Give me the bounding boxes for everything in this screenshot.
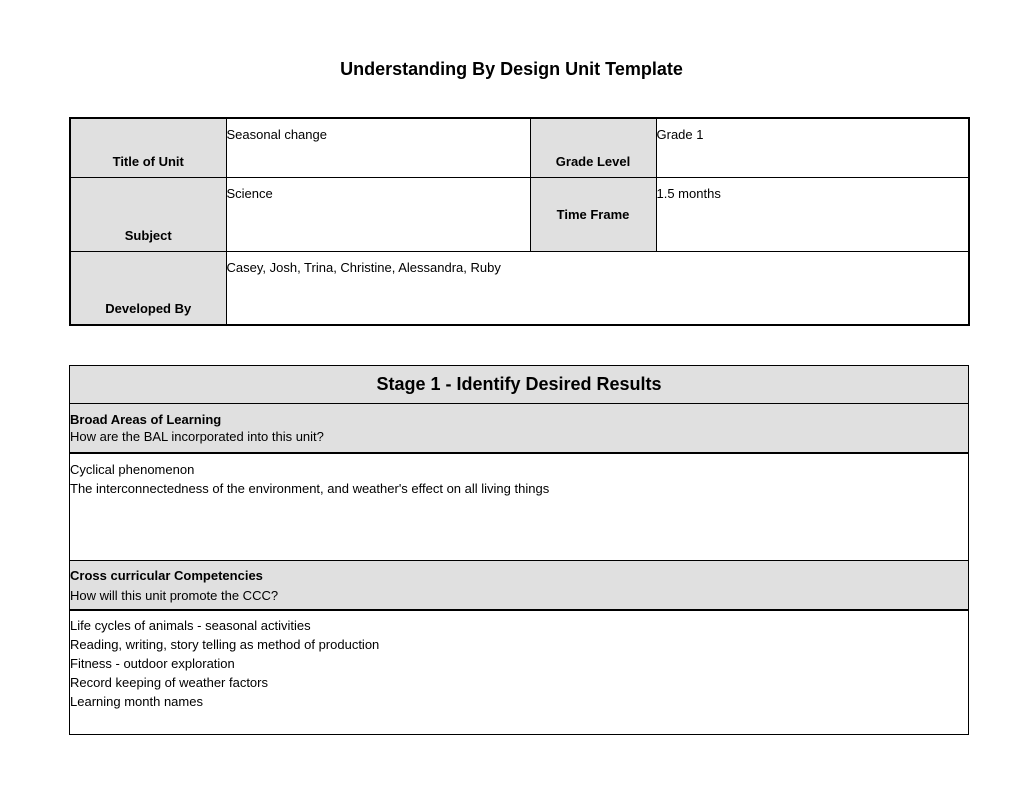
ccc-line: Learning month names <box>70 693 203 709</box>
ccc-line: Reading, writing, story telling as method of production <box>70 636 380 652</box>
document-title: Understanding By Design Unit Template <box>340 59 683 79</box>
title-of-unit-label: Title of Unit <box>70 118 226 177</box>
bal-title: Broad Areas of Learning <box>70 412 222 427</box>
bal-response <box>70 453 969 560</box>
developed-by-label: Developed By <box>70 251 226 325</box>
unit-info-row-subject <box>70 177 969 251</box>
time-frame-value: 1.5 months <box>656 177 969 251</box>
title-of-unit-value: Seasonal change <box>226 118 530 177</box>
stage1-heading: Stage 1 - Identify Desired Results <box>70 366 969 404</box>
unit-info-table <box>69 117 970 326</box>
stage1-table <box>69 365 969 735</box>
grade-level-value: Grade 1 <box>656 118 969 177</box>
bal-line: The interconnectedness of the environment, and weather's effect on all living things <box>70 481 550 496</box>
ccc-title: Cross curricular Competencies <box>70 567 263 583</box>
bal-line: Cyclical phenomenon <box>70 462 195 477</box>
ccc-line: Record keeping of weather factors <box>70 674 268 690</box>
ccc-section-header <box>70 560 969 610</box>
subject-label: Subject <box>70 177 226 251</box>
subject-value: Science <box>226 177 530 251</box>
time-frame-label: Time Frame <box>530 177 656 251</box>
grade-level-label: Grade Level <box>530 118 656 177</box>
ccc-question: How will this unit promote the CCC? <box>70 587 279 603</box>
ccc-response <box>70 610 969 735</box>
bal-question: How are the BAL incorporated into this unit? <box>70 429 324 444</box>
developed-by-value: Casey, Josh, Trina, Christine, Alessandra, Ruby <box>226 251 969 325</box>
ccc-line: Fitness - outdoor exploration <box>70 655 235 671</box>
unit-info-row-title <box>70 118 969 177</box>
bal-section-header <box>70 404 969 454</box>
ccc-line: Life cycles of animals - seasonal activities <box>70 617 311 633</box>
unit-info-row-developed <box>70 251 969 325</box>
